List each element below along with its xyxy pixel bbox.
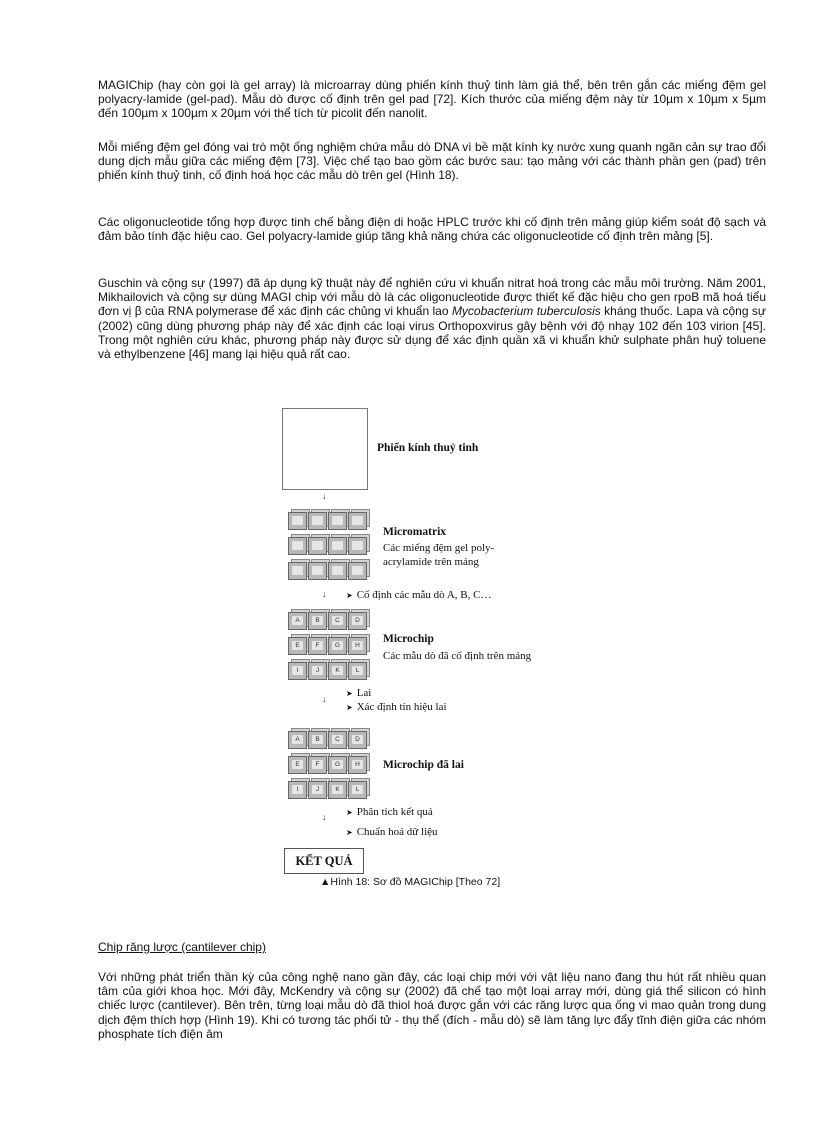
gel-pad-label xyxy=(352,541,363,550)
down-arrow-icon: ↓ xyxy=(322,491,327,501)
gel-pad-cube xyxy=(308,612,327,630)
gel-pad-cube xyxy=(308,537,327,555)
gel-pad-label: B xyxy=(312,735,323,744)
gel-pad-cube xyxy=(348,731,367,749)
step-hybridize xyxy=(346,687,371,699)
microchip-grid xyxy=(288,608,374,688)
gel-pad-label: K xyxy=(332,666,343,675)
figure-caption: ▲Hình 18: Sơ đồ MAGIChip [Theo 72] xyxy=(320,876,501,888)
step-normalize-label: Chuẩn hoá dữ liệu xyxy=(356,826,438,838)
paragraph-oligonucleotide: Các oligonucleotide tổng hợp được tinh chế bằng điện di hoặc HPLC trước khi cố định trên mảng giúp kiểm soát độ sạch và đảm bảo tính đặc hiệu cao. Gel polyacry-lamide giúp tăng khả năng chứa các oligonucleotide cố định trên mảng [5]. xyxy=(98,215,766,244)
result-box: KẾT QUẢ xyxy=(284,848,364,874)
step-normalize xyxy=(346,826,438,838)
gel-pad-label xyxy=(292,516,303,525)
stage-micromatrix-desc-1: Các miếng đệm gel poly- xyxy=(383,542,495,554)
step-arrow-icon: ➤ xyxy=(346,591,353,600)
stage-hybridized-title: Microchip đã lai xyxy=(383,759,464,771)
gel-pad-label xyxy=(312,566,323,575)
gel-pad-label xyxy=(292,541,303,550)
gel-pad-label xyxy=(292,566,303,575)
stage-glass-title: Phiến kính thuỷ tinh xyxy=(377,442,479,454)
gel-pad-label xyxy=(312,516,323,525)
paragraph-cantilever: Với những phát triển thần kỳ của công nghệ nano gần đây, các loại chip mới với vật liệu nano đang thu hút rất nhiều quan tâm của giới khoa học. Mới đây, McKendry và cộng sự (2002) đã chế tạo một loại array mới, dùng giá thể silicon có hình chiếc lược (cantilever). Bên trên, từng loại mẫu dò đã thiol hoá được gắn với các răng lược qua ống vi mao quản trong dung dịch đệm thích hợp (Hình 19). Khi có tương tác phối tử - thụ thể (đích - mẫu dò) sẽ làm tăng lực đẩy tĩnh điện giữa các nhóm phosphate tích điện âm xyxy=(98,970,766,1041)
gel-pad-label: D xyxy=(352,735,363,744)
down-arrow-icon: ↓ xyxy=(322,694,327,704)
paragraph-magichip-intro: MAGIChip (hay còn gọi là gel array) là microarray dùng phiến kính thuỷ tinh làm giá thể, bên trên gắn các miếng đệm gel polyacry-lamide (gel-pad). Mẫu dò được cố định trên gel pad [72]. Kích thước của miếng đệm này từ 10µm x 10µm x 5µm đến 100µm x 100µm x 20µm với thể tích từ picolit đến nanolit. xyxy=(98,78,766,121)
step-detect-signal xyxy=(346,701,447,713)
paragraph-applications xyxy=(98,276,766,361)
step-arrow-icon: ➤ xyxy=(346,828,353,837)
gel-pad-cube xyxy=(348,562,367,580)
gel-pad-cube xyxy=(328,781,347,799)
gel-pad-label xyxy=(332,516,343,525)
gel-pad-cube xyxy=(348,637,367,655)
gel-pad-cube xyxy=(288,537,307,555)
step-hybridize-label: Lai xyxy=(356,687,372,699)
gel-pad-cube xyxy=(348,537,367,555)
glass-slide xyxy=(282,408,368,490)
gel-pad-label: I xyxy=(292,666,303,675)
step-arrow-icon: ➤ xyxy=(346,703,353,712)
step-fix-probes-label: Cố định các mẫu dò A, B, C… xyxy=(356,589,492,601)
gel-pad-cube xyxy=(348,756,367,774)
gel-pad-label: G xyxy=(332,760,343,769)
down-arrow-icon: ↓ xyxy=(322,589,327,599)
gel-pad-label: F xyxy=(312,641,323,650)
gel-pad-label: C xyxy=(332,735,343,744)
step-detect-signal-label: Xác định tín hiệu lai xyxy=(356,701,447,713)
gel-pad-cube xyxy=(348,662,367,680)
gel-pad-label: J xyxy=(312,785,323,794)
gel-pad-label xyxy=(352,566,363,575)
gel-pad-cube xyxy=(308,781,327,799)
section-heading: Chip răng lược (cantilever chip) xyxy=(98,940,266,954)
gel-pad-cube xyxy=(308,756,327,774)
gel-pad-cube xyxy=(348,512,367,530)
stage-micromatrix-desc-2: acrylamide trên mảng xyxy=(383,556,479,568)
hybridized-microchip-grid xyxy=(288,727,374,807)
gel-pad-label: L xyxy=(352,785,363,794)
gel-pad-cube xyxy=(328,756,347,774)
micromatrix-grid xyxy=(288,508,374,588)
step-analyze xyxy=(346,806,433,818)
gel-pad-label: B xyxy=(312,616,323,625)
gel-pad-cube xyxy=(348,612,367,630)
magichip-diagram xyxy=(282,405,562,875)
species-name: Mycobacterium tuberculosis xyxy=(451,304,601,319)
step-fix-probes xyxy=(346,589,491,601)
gel-pad-label: H xyxy=(352,641,363,650)
gel-pad-cube xyxy=(328,612,347,630)
gel-pad-cube xyxy=(288,756,307,774)
gel-pad-label: A xyxy=(292,616,303,625)
gel-pad-label: H xyxy=(352,760,363,769)
gel-pad-label: D xyxy=(352,616,363,625)
gel-pad-cube xyxy=(328,662,347,680)
gel-pad-cube xyxy=(288,612,307,630)
gel-pad-cube xyxy=(308,662,327,680)
stage-micromatrix-title: Micromatrix xyxy=(383,526,447,538)
stage-microchip-desc: Các mẫu dò đã cố định trên mảng xyxy=(383,650,532,662)
gel-pad-label: I xyxy=(292,785,303,794)
paragraph-applications-part-b: kháng thuốc. Lapa và cộng sự (2002) cũng dùng phương pháp này để xác định các loại virus Orthopoxvirus gây bệnh với độ nhạy 102 đến 103 virion [45]. Trong một nghiên cứu khác, phương pháp này được sử dụng để xác định quần xã vi khuẩn khử sulphate phân huỷ toluene và ethylbenzene [46] mang lại hiệu quả rất cao. xyxy=(98,304,766,362)
gel-pad-label: E xyxy=(292,641,303,650)
gel-pad-cube xyxy=(328,512,347,530)
paragraph-applications-part-a: Guschin và cộng sự (1997) đã áp dụng kỹ thuật này để nghiên cứu vi khuẩn nitrat hoá trong các mẫu môi trường. Năm 2001, Mikhailovich và cộng sự dùng MAGI chip với mẫu dò là các oligonucleotide được thiết kế đặc hiệu cho gen rpoB mã hoá tiểu đơn vị β của RNA polymerase để xác định các chủng vi khuẩn lao xyxy=(98,276,766,319)
gel-pad-cube xyxy=(328,562,347,580)
gel-pad-label: C xyxy=(332,616,343,625)
step-arrow-icon: ➤ xyxy=(346,689,353,698)
gel-pad-cube xyxy=(288,662,307,680)
paragraph-gel-pad-role: Mỗi miếng đệm gel đóng vai trò một ống nghiệm chứa mẫu dò DNA vì bề mặt kính kỵ nước xung quanh ngăn cản sự trao đổi dung dịch mẫu giữa các miếng đệm [73]. Việc chế tạo bao gồm các bước sau: tạo mảng với các thành phần gen (pad) trên phiến kính thuỷ tinh, cố định hoá học các mẫu dò trên gel (Hình 18). xyxy=(98,140,766,183)
gel-pad-cube xyxy=(288,562,307,580)
gel-pad-label: G xyxy=(332,641,343,650)
gel-pad-label xyxy=(312,541,323,550)
gel-pad-cube xyxy=(328,637,347,655)
gel-pad-cube xyxy=(328,731,347,749)
gel-pad-cube xyxy=(288,731,307,749)
gel-pad-cube xyxy=(308,512,327,530)
gel-pad-label: A xyxy=(292,735,303,744)
gel-pad-label: F xyxy=(312,760,323,769)
gel-pad-label: J xyxy=(312,666,323,675)
down-arrow-icon: ↓ xyxy=(322,812,327,822)
stage-microchip-title: Microchip xyxy=(383,633,434,645)
gel-pad-label xyxy=(332,541,343,550)
gel-pad-label: E xyxy=(292,760,303,769)
gel-pad-cube xyxy=(308,562,327,580)
gel-pad-label: L xyxy=(352,666,363,675)
gel-pad-label: K xyxy=(332,785,343,794)
gel-pad-cube xyxy=(288,781,307,799)
gel-pad-cube xyxy=(308,731,327,749)
step-arrow-icon: ➤ xyxy=(346,808,353,817)
gel-pad-label xyxy=(332,566,343,575)
gel-pad-label xyxy=(352,516,363,525)
step-analyze-label: Phân tích kết quả xyxy=(356,806,433,818)
gel-pad-cube xyxy=(288,512,307,530)
gel-pad-cube xyxy=(348,781,367,799)
gel-pad-cube xyxy=(328,537,347,555)
gel-pad-cube xyxy=(308,637,327,655)
gel-pad-cube xyxy=(288,637,307,655)
